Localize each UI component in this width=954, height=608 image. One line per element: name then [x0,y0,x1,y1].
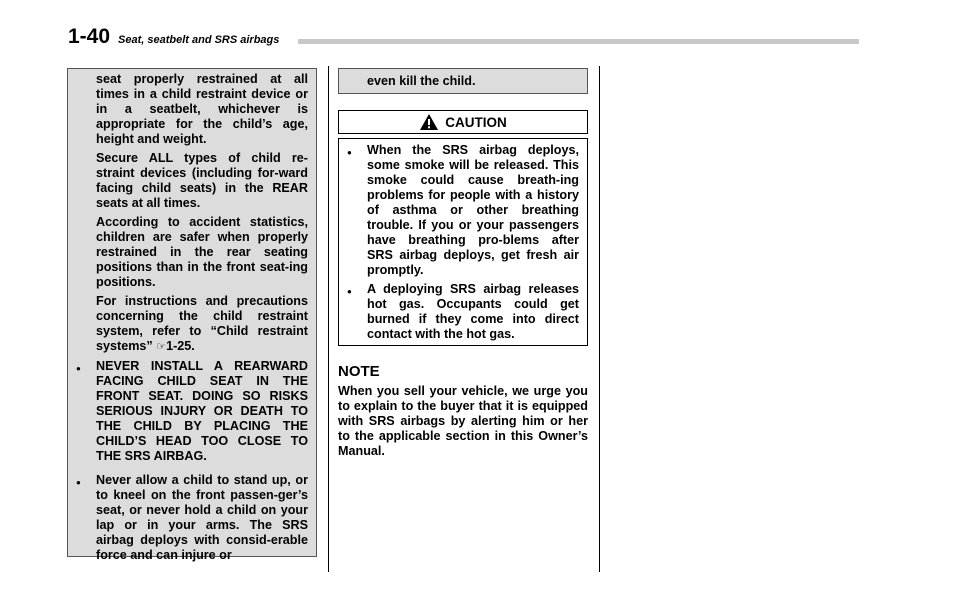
reference-text: For instructions and precautions concerning the child restraint system, refer to “Child restraint systems” [96,294,308,353]
list-item [76,359,308,464]
paragraph: seat properly restrained at all times in a child restraint device or in a seatbelt, whichever is appropriate for the child’s age, height and weight. [96,72,308,146]
header-bar [298,39,859,44]
list-item [347,282,579,342]
paragraph: Secure ALL types of child re-straint devices (including for-ward facing child seats) in the REAR seats at all times. [96,151,308,210]
list-item [347,143,579,278]
note-heading: NOTE [338,363,380,380]
continuation-box [338,68,588,94]
note-text: When you sell your vehicle, we urge you to explain to the buyer that it is equipped with SRS airbags by alerting him or her to the applicable section in this Owner’s Manual. [338,384,588,458]
bullet-text: A deploying SRS airbag releases hot gas. Occupants could get burned if they come into direct contact with the hot gas. [367,282,579,341]
continuation-text: even kill the child. [367,74,476,88]
warning-content [76,72,308,569]
warning-triangle-icon [419,113,439,131]
section-title: Seat, seatbelt and SRS airbags [118,34,280,46]
caution-label: CAUTION [445,114,507,130]
list-item [76,473,308,563]
caution-box [338,138,588,346]
bullet-icon: ● [347,148,352,157]
page-number: 1-40 [68,25,111,48]
bullet-icon: ● [347,287,352,296]
bullet-text: NEVER INSTALL A REARWARD FACING CHILD SEAT IN THE FRONT SEAT. DOING SO RISKS SERIOUS INJURY OR DEATH TO THE CHILD BY PLACING THE CHILD’S HEAD TOO CLOSE TO THE SRS AIRBAG. [96,359,308,463]
reference-page[interactable]: 1-25. [166,339,195,353]
bullet-icon: ● [76,478,81,487]
caution-header [338,110,588,134]
reference-arrow-icon: ☞ [156,341,167,353]
column-divider-left [328,66,329,572]
column-divider-right [599,66,600,572]
bullet-text: When the SRS airbag deploys, some smoke will be released. This smoke could cause breath-ing problems for people with a history of asthma or other breathing trouble. If you or your passengers have breathing pro-blems after SRS airbag deploys, get fresh air promptly. [367,143,579,277]
bullet-icon: ● [76,364,81,373]
bullet-text: Never allow a child to stand up, or to kneel on the front passen-ger’s seat, or never hold a child on your lap or in your arms. The SRS airbag deploys with consid-erable force and can injure or [96,473,308,562]
paragraph: According to accident statistics, children are safer when properly restrained in the rear seating positions than in the front seat-ing positions. [96,215,308,289]
reference-paragraph [96,294,308,355]
note-body [338,384,588,459]
